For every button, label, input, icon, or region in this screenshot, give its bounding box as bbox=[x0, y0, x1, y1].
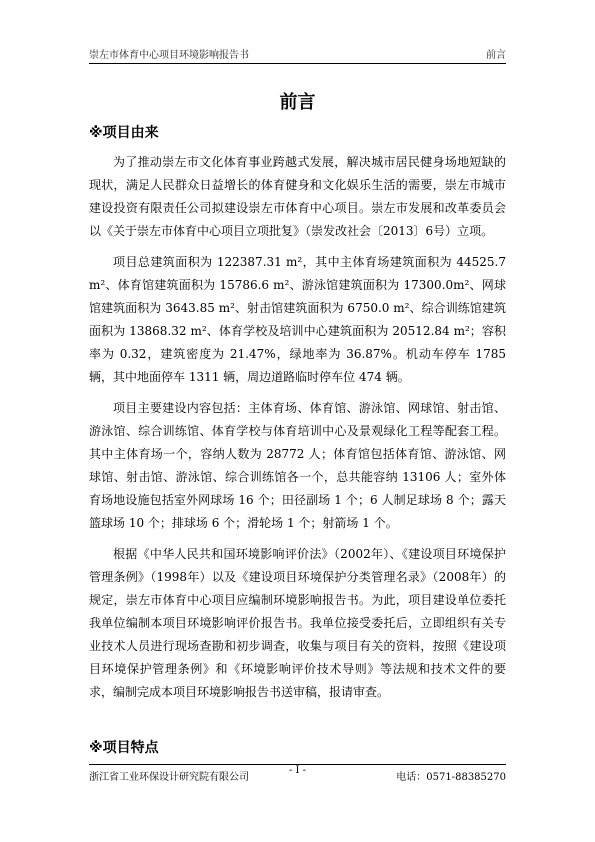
footer-company: 浙江省工业环保设计研究院有限公司 bbox=[89, 772, 249, 783]
header-document-title: 崇左市体育中心项目环境影响报告书 bbox=[89, 50, 249, 61]
paragraph: 项目总建筑面积为 122387.31 m²，其中主体育场建筑面积为 44525.7 m²、体育馆建筑面积为 15786.6 m²、游泳馆建筑面积为 17300.0m²、网球馆建筑面积为 3643.85 m²、射击馆建筑面积为 6750.0 m²、综合训练馆建筑面积为 13868.32 m²、体育学校及培训中心建筑面积为 20512.84 m²；容积率为 0.32，建筑密度为 21.47%，绿地率为 36.87%。机动车停车 1785 辆，其中地面停车 1311 辆，周边道路临时停车位 474 辆。 bbox=[89, 255, 506, 384]
section-heading-features: ※项目特点 bbox=[89, 740, 159, 756]
section-heading-origin: ※项目由来 bbox=[89, 125, 159, 141]
paragraph: 根据《中华人民共和国环境影响评价法》（2002年）、《建设项目环境保护管理条例》（1998年）以及《建设项目环境保护分类管理名录》（2008年）的规定，崇左市体育中心项目应编制环境影响报告书。为此，项目建设单位委托我单位编制本项目环境影响评价报告书。我单位接受委托后，立即组织有关专业技术人员进行现场查勘和初步调查，收集与项目有关的资料，按照《建设项目环境保护管理条例》和《环境影响评价技术导则》等法规和技术文件的要求，编制完成本项目环境影响报告书送审稿，报请审查。 bbox=[89, 547, 506, 699]
page-header bbox=[89, 44, 506, 62]
header-section-name: 前言 bbox=[486, 50, 506, 61]
page-number: - I - bbox=[288, 765, 307, 776]
section-body-origin bbox=[89, 151, 506, 712]
paragraph: 项目主要建设内容包括：主体育场、体育馆、游泳馆、网球馆、射击馆、游泳馆、综合训练馆、体育学校与体育培训中心及景观绿化工程等配套工程。其中主体育场一个，容纳人数为 28772 人；体育馆包括体育馆、游泳馆、网球馆、射击馆、游泳馆、综合训练馆各一个，总共能容纳 13106 人；室外体育场地设施包括室外网球场 16 个；田径副场 1 个；6 人制足球场 8 个；露天篮球场 10 个；排球场 6 个；滑轮场 1 个；射箭场 1 个。 bbox=[89, 401, 506, 530]
page-footer bbox=[89, 764, 506, 784]
header-rule bbox=[89, 63, 506, 64]
paragraph: 为了推动崇左市文化体育事业跨越式发展，解决城市居民健身场地短缺的现状，满足人民群众日益增长的体育健身和文化娱乐生活的需要，崇左市城市建设投资有限责任公司拟建设崇左市体育中心项目。崇左市发展和改革委员会以《关于崇左市体育中心项目立项批复》（崇发改社会〔2013〕6号）立项。 bbox=[89, 155, 506, 238]
footer-phone: 电话：0571-88385270 bbox=[396, 772, 506, 783]
page-title: 前言 bbox=[279, 92, 316, 113]
